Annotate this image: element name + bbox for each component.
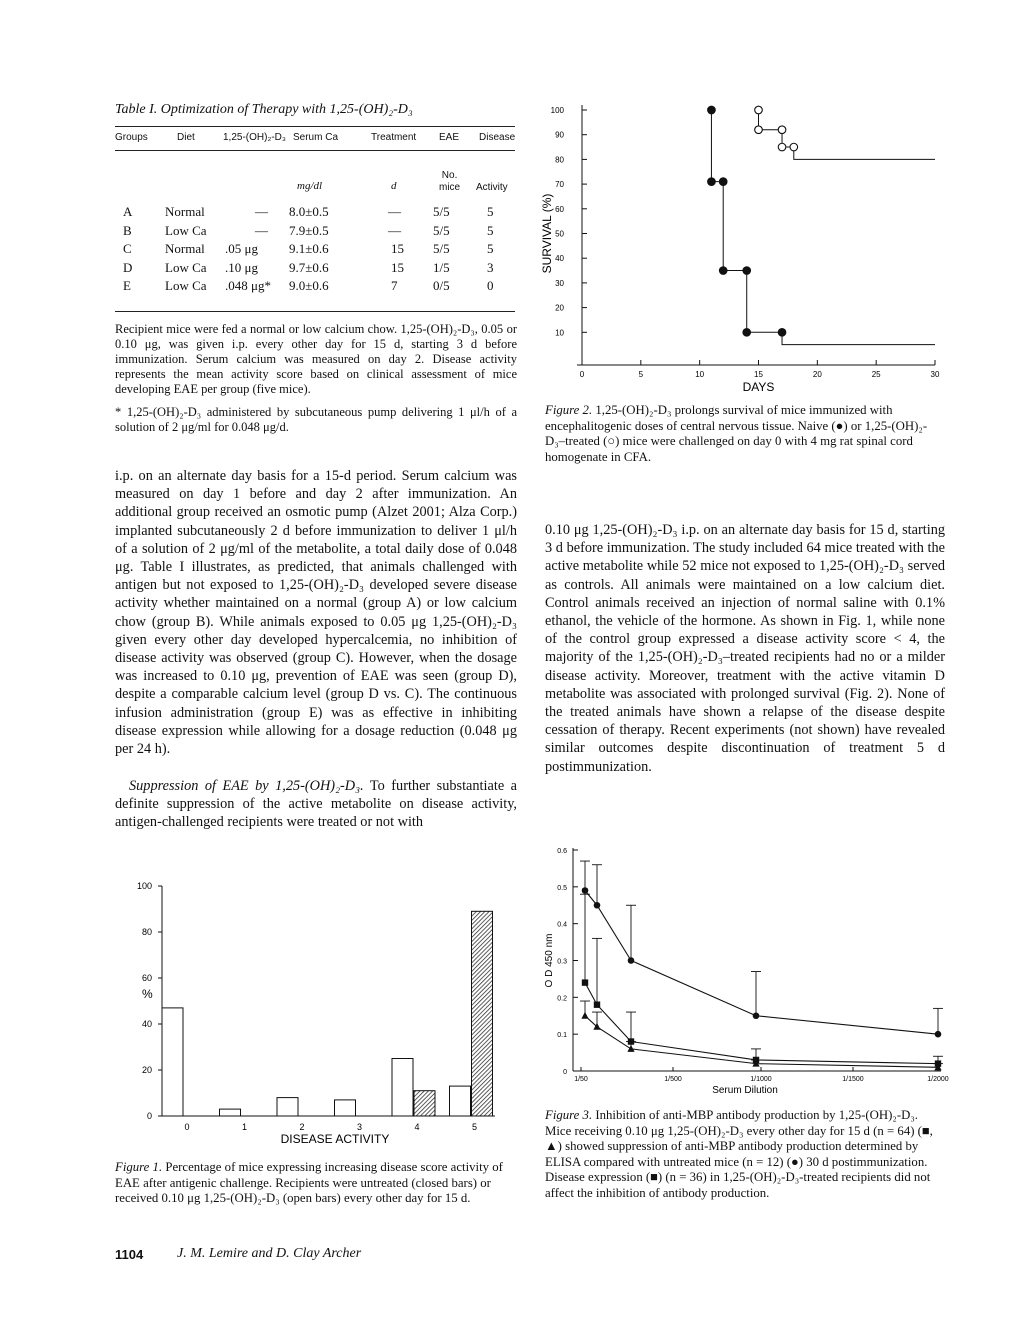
- table-cell-activity: 5: [487, 222, 494, 238]
- x-tick-label: 0: [184, 1122, 190, 1132]
- x-tick-label: 1/500: [664, 1076, 682, 1083]
- treated-marker: [790, 143, 798, 151]
- col-header-dose: 1,25-(OH)₂-D₃: [223, 132, 286, 143]
- y-tick-label: 90: [555, 130, 564, 140]
- bar-closed: [414, 1091, 435, 1116]
- survival-line: [711, 110, 935, 345]
- treated-marker: [778, 143, 786, 151]
- bar-open: [450, 1086, 471, 1116]
- x-tick-label: 1: [241, 1122, 248, 1132]
- table-caption: Table I. Optimization of Therapy with 1,25-(OH)₂-D₃: [115, 102, 413, 117]
- table-cell-dose: .048 μg*: [225, 278, 271, 293]
- table-cell-treatment: —: [388, 222, 401, 238]
- x-tick-label: 0: [579, 370, 585, 379]
- table-footnote-star: * 1,25-(OH)₂-D₃ administered by subcutaneous pump delivering 1 μl/h of a solution of 2 μg/ml for 0.048 μg/d.: [115, 405, 517, 434]
- y-tick-label: 20: [141, 1065, 152, 1075]
- y-tick-label: 60: [555, 204, 564, 214]
- y-axis-label: %: [142, 987, 153, 1001]
- table-cell-serum: 9.1±0.6: [289, 241, 329, 256]
- table-cell-treatment: 7: [391, 278, 398, 293]
- x-axis-label: Serum Dilution: [712, 1085, 778, 1096]
- table-cell-eae: 1/5: [433, 259, 450, 275]
- circle-marker: [594, 902, 601, 909]
- table-cell-activity: 3: [487, 259, 494, 275]
- table-cell-group: C: [123, 241, 132, 256]
- section-heading: Suppression of EAE by 1,25-(OH)₂-D₃.: [129, 778, 364, 794]
- x-tick-label: 30: [930, 370, 940, 379]
- page-number: 1104: [115, 1247, 144, 1262]
- naive-marker: [708, 178, 716, 186]
- square-marker: [594, 1002, 600, 1008]
- bar-open: [335, 1100, 356, 1116]
- y-tick-label: 0: [146, 1111, 152, 1121]
- table-cell-serum: 7.9±0.5: [289, 222, 329, 238]
- table-cell-diet: Low Ca: [165, 278, 207, 293]
- y-tick-label: 0.5: [557, 884, 567, 892]
- y-tick-label: 80: [141, 927, 152, 937]
- bar-open: [392, 1059, 413, 1117]
- elisa-line: [585, 891, 938, 1035]
- table-cell-serum: 9.0±0.6: [289, 278, 329, 293]
- col-header-eae: EAE: [439, 132, 460, 143]
- figure3-caption-text: Inhibition of anti-MBP antibody production by 1,25-(OH)₂-D₃. Mice receiving 0.10 μg 1,25-(OH)₂-D₃ every other day for 15 d (n = 64) (■, ▲) showed suppression of anti-MBP antibody production determined by ELISA compared with untreated mice (n = 12) (●) 30 d postimmunization. Disease expression (■) (n = 36) in 1,25-(OH)₂-D₃-treated recipients did not affect the inhibition of antibody production.: [545, 1108, 933, 1200]
- body-paragraph: 0.10 μg 1,25-(OH)₂-D₃ i.p. on an alternate day basis for 15 d, starting 3 d before immunization. The study included 64 mice treated with the active metabolite while 52 mice not exposed to 1,25-(OH)₂-D₃ served as controls. All animals were maintained on a low calcium diet. Control animals received an injection of normal saline with 0.1% ethanol, the vehicle of the hormone. As shown in Fig. 1, while none of the control group expressed a disease activity score < 4, the majority of the 1,25-(OH)₂-D₃–treated recipients had no or a milder disease activity. Moreover, treatment with the active vitamin D metabolite was associated with prolonged survival (Fig. 2). None of the treated animals have shown a relapse of the disease despite cessation of therapy. Recent experiments (not shown) have revealed similar outcomes despite discontinuation of treatment 5 d postimmunization.: [545, 522, 945, 775]
- circle-marker: [628, 957, 635, 964]
- figure3-label: Figure 3.: [545, 1108, 593, 1122]
- x-tick-label: 3: [356, 1122, 363, 1132]
- y-tick-label: 0.2: [557, 995, 567, 1003]
- table-cell-group: A: [123, 204, 133, 219]
- col-header-treatment: Treatment: [371, 132, 417, 143]
- table-cell-activity: 0: [487, 278, 494, 293]
- table-cell-diet: Low Ca: [165, 222, 207, 238]
- disease-subheader: Activity: [476, 182, 508, 193]
- figure1-caption-text: Percentage of mice expressing increasing disease score activity of EAE after antigenic challenge. Recipients were untreated (closed bars) or received 0.10 μg 1,25-(OH)₂-D₃ (open bars) every other day for 15 d.: [115, 1160, 503, 1205]
- table-cell-treatment: 15: [391, 241, 404, 256]
- y-tick-label: 0.6: [557, 848, 567, 855]
- bar-open: [220, 1109, 241, 1116]
- treatment-unit: d: [391, 180, 397, 192]
- body-paragraph: i.p. on an alternate day basis for a 15-d period. Serum calcium was measured on day 1 before and day 2 after immunization. An additional group received an osmotic pump (Alzet 2001; Alza Corp.) implanted subcutaneously 2 d before immunization to deliver 1 μl/h of a solution of 2 μg/ml of the metabolite, a total daily dose of 0.048 μg. Table I illustrates, as predicted, that animals challenged with antigen but not exposed to 1,25-(OH)₂-D₃ developed severe disease activity whether maintained on a normal (group A) or low calcium chow (group B). While animals exposed to 0.05 μg 1,25-(OH)₂-D₃ given every other day developed hypercalcemia, no inhibition of disease activity was observed (group C). However, when the dosage was increased to 0.10 μg, prevention of EAE was seen (group D), despite a comparable calcium level (group D vs. C). The continuous infusion administration (group E) was as effective in inhibiting disease expression while allowing for a dosage reduction (0.048 μg per 24 h).: [115, 468, 517, 758]
- treated-marker: [755, 106, 763, 114]
- table-cell-dose: —: [255, 222, 268, 238]
- figure2-caption-text: 1,25-(OH)₂-D₃ prolongs survival of mice immunized with encephalitogenic doses of central nervous tissue. Naive (●) or 1,25-(OH)₂-D₃–treated (○) mice were challenged on day 0 with 4 mg rat spinal cord homogenate in CFA.: [545, 403, 928, 464]
- x-tick-label: 5: [638, 370, 644, 379]
- y-tick-label: 50: [555, 229, 564, 239]
- table-cell-treatment: —: [388, 204, 401, 219]
- figure1-label: Figure 1.: [115, 1160, 163, 1174]
- circle-marker: [935, 1031, 942, 1038]
- y-tick-label: 40: [141, 1019, 152, 1029]
- circle-marker: [582, 887, 589, 894]
- x-tick-label: 4: [414, 1122, 420, 1132]
- table-cell-serum: 9.7±0.6: [289, 259, 329, 275]
- y-tick-label: 40: [555, 254, 564, 264]
- y-tick-label: 100: [550, 106, 564, 115]
- x-tick-label: 25: [871, 370, 881, 379]
- col-header-groups: Groups: [115, 132, 148, 143]
- table-cell-activity: 5: [487, 204, 494, 219]
- figure2-caption: [545, 403, 945, 465]
- y-tick-label: 80: [555, 155, 564, 165]
- bar-open: [277, 1098, 298, 1116]
- triangle-marker: [581, 1012, 588, 1019]
- y-tick-label: 0.1: [557, 1032, 567, 1040]
- figure3-caption: [545, 1108, 945, 1201]
- figure1-caption: [115, 1160, 517, 1207]
- naive-marker: [719, 178, 727, 186]
- y-tick-label: 100: [136, 881, 152, 891]
- y-tick-label: 10: [555, 328, 564, 338]
- table-cell-eae: 5/5: [433, 222, 450, 238]
- table-cell-eae: 0/5: [433, 278, 450, 293]
- table-cell-group: B: [123, 222, 132, 238]
- table: [115, 126, 515, 311]
- col-header-disease: Disease: [479, 132, 516, 143]
- table-cell-dose: .10 μg: [225, 259, 258, 275]
- table-cell-group: E: [123, 278, 131, 293]
- y-tick-label: 0: [563, 1069, 567, 1076]
- figure3-chart: [535, 838, 955, 1108]
- x-tick-label: 10: [695, 370, 705, 379]
- x-tick-label: 1/2000: [927, 1076, 949, 1083]
- bar-closed: [472, 911, 493, 1116]
- table-cell-eae: 5/5: [433, 204, 450, 219]
- x-axis-label: DISEASE ACTIVITY: [280, 1132, 390, 1146]
- x-tick-label: 1/1500: [842, 1076, 864, 1083]
- y-axis-label: SURVIVAL (%): [540, 193, 554, 274]
- x-axis-label: DAYS: [742, 380, 775, 394]
- x-tick-label: 5: [471, 1122, 478, 1132]
- survival-line: [759, 110, 936, 159]
- elisa-line: [585, 983, 938, 1064]
- y-axis-label: O D 450 nm: [544, 933, 555, 988]
- table-cell-diet: Normal: [165, 204, 205, 219]
- bar-open: [162, 1008, 183, 1116]
- y-tick-label: 0.4: [557, 921, 567, 929]
- square-marker: [582, 979, 588, 985]
- table-cell-eae: 5/5: [433, 241, 450, 256]
- figure2-label: Figure 2.: [545, 403, 593, 417]
- naive-marker: [719, 267, 727, 275]
- y-tick-label: 70: [555, 180, 564, 190]
- circle-marker: [753, 1012, 760, 1019]
- table-cell-serum: 8.0±0.5: [289, 204, 329, 219]
- running-footer: J. M. Lemire and D. Clay Archer: [177, 1246, 362, 1261]
- body-text: To further substantiate a definite suppression of the active metabolite on disease activity, antigen-challenged recipients were treated or not with: [115, 778, 517, 831]
- naive-marker: [743, 329, 751, 337]
- x-tick-label: 20: [812, 370, 822, 379]
- table-cell-diet: Normal: [165, 241, 205, 256]
- table-cell-activity: 5: [487, 241, 494, 256]
- col-header-diet: Diet: [177, 132, 195, 143]
- serum-unit: mg/dl: [297, 180, 323, 192]
- naive-marker: [778, 329, 786, 337]
- col-header-serum: Serum Ca: [293, 132, 339, 143]
- naive-marker: [743, 267, 751, 275]
- table-cell-treatment: 15: [391, 259, 404, 275]
- x-tick-label: 2: [299, 1122, 305, 1132]
- table-footnote: Recipient mice were fed a normal or low calcium chow. 1,25-(OH)₂-D₃, 0.05 or 0.10 μg, was given i.p. every other day for 15 d, starting 3 d before immunization. Serum calcium was measured on day 2. Disease activity represents the mean activity score based on clinical assessment of mice developing EAE per group (five mice).: [115, 322, 517, 396]
- eae-subheader: No. mice: [439, 170, 461, 193]
- triangle-marker: [627, 1045, 634, 1052]
- y-tick-label: 0.3: [557, 958, 567, 966]
- x-tick-label: 15: [754, 370, 763, 379]
- y-tick-label: 20: [555, 303, 564, 313]
- table-cell-dose: .05 μg: [225, 241, 258, 256]
- y-tick-label: 30: [555, 278, 564, 288]
- treated-marker: [755, 126, 763, 134]
- y-tick-label: 60: [141, 973, 152, 983]
- naive-marker: [708, 106, 716, 114]
- x-tick-label: 1/1000: [750, 1076, 772, 1083]
- treated-marker: [778, 126, 786, 134]
- table-cell-dose: —: [255, 204, 268, 219]
- figure2-chart: [520, 95, 950, 400]
- x-tick-label: 1/50: [574, 1076, 588, 1083]
- table-cell-group: D: [123, 259, 133, 275]
- table-cell-diet: Low Ca: [165, 259, 207, 275]
- figure1-chart: [120, 860, 520, 1150]
- body-paragraph: [115, 777, 517, 832]
